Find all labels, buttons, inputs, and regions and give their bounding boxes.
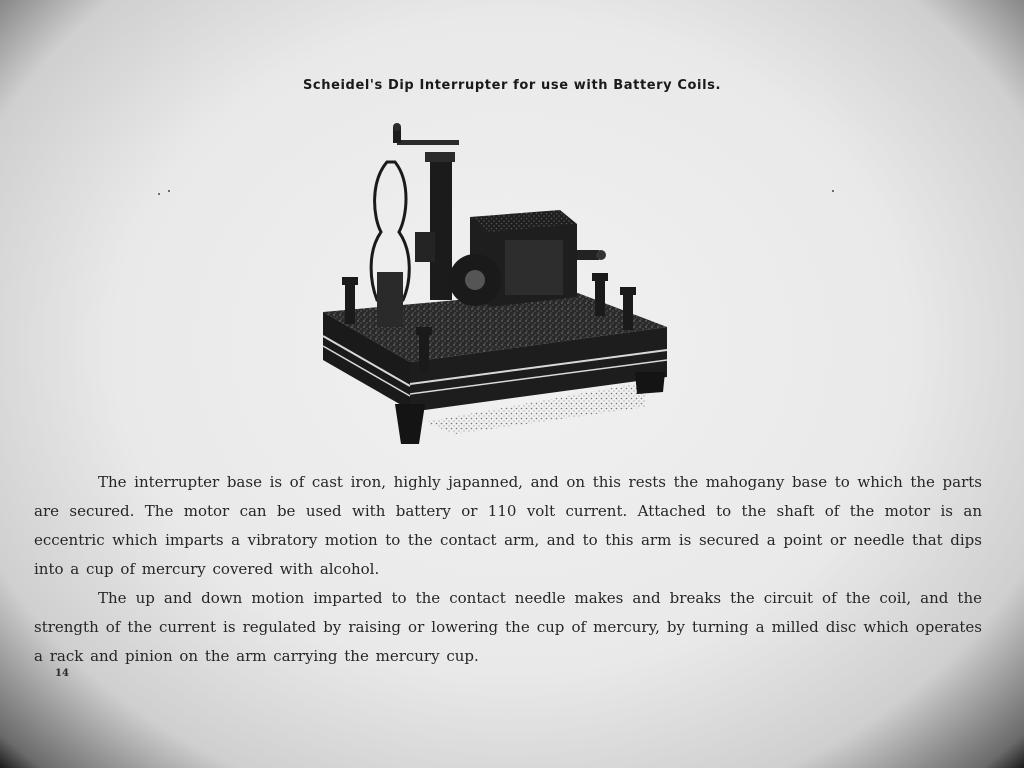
ink-speck	[158, 193, 160, 195]
page-number: 14	[55, 668, 69, 679]
dip-interrupter-illustration	[315, 122, 675, 452]
page-title: Scheidel's Dip Interrupter for use with Battery Coils.	[302, 78, 722, 93]
paragraph-1: The interrupter base is of cast iron, highly japanned, and on this rests the mahogany base to which the parts are secured. The motor can be used with battery or 110 volt current. Attached to the shaft of the motor is an eccentric which imparts a vibratory motion to the contact arm, and to this arm is secured a point or needle that dips into a cup of mercury covered with alcohol.	[34, 473, 982, 578]
description-text	[34, 468, 982, 671]
paragraph-2: The up and down motion imparted to the contact needle makes and breaks the circuit of the coil, and the strength of the current is regulated by raising or lowering the cup of mercury, by turning a milled disc which operates a rack and pinion on the arm carrying the mercury cup.	[34, 589, 982, 665]
ink-speck	[168, 190, 170, 192]
ink-speck	[832, 190, 834, 192]
